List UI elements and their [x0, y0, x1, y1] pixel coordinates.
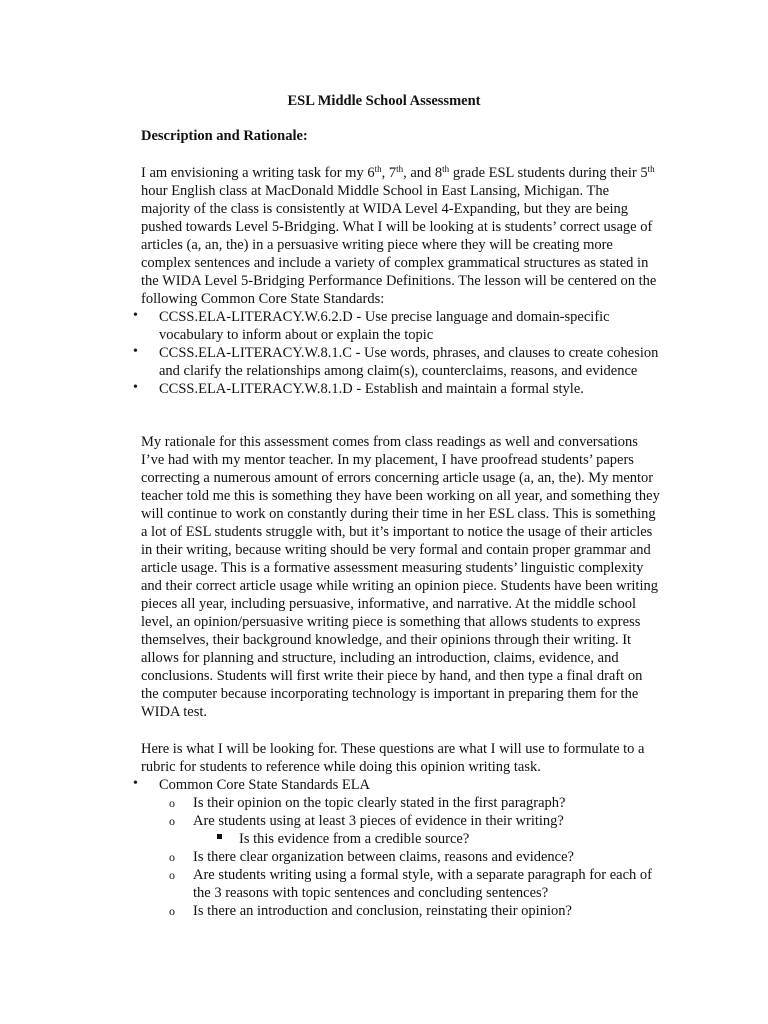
- circle-bullet-icon: o: [169, 796, 175, 810]
- ordinal-suffix: th: [396, 164, 404, 174]
- question-text: Are students using at least 3 pieces of evidence in their writing?: [193, 813, 564, 829]
- intro-text-2: , 7: [381, 165, 397, 181]
- ordinal-suffix: th: [374, 164, 382, 174]
- circle-bullet-icon: o: [169, 868, 175, 882]
- question-text: Is there clear organization between claims, reasons and evidence?: [193, 849, 574, 865]
- question-text: Is their opinion on the topic clearly stated in the first paragraph?: [193, 795, 566, 811]
- bullet-icon: •: [133, 344, 138, 359]
- intro-section: [133, 164, 661, 398]
- sub-question-list: [217, 830, 661, 848]
- circle-bullet-icon: o: [169, 850, 175, 864]
- checklist-title: Common Core State Standards ELA: [159, 777, 371, 793]
- document-title: ESL Middle School Assessment: [287, 93, 481, 109]
- list-item: [169, 812, 661, 848]
- sub-question-text: Is this evidence from a credible source?: [239, 831, 470, 847]
- criteria-section: [133, 740, 661, 920]
- intro-text-3: , and 8: [403, 165, 443, 181]
- section-heading: Description and Rationale:: [141, 128, 308, 144]
- bullet-icon: •: [133, 776, 138, 791]
- circle-bullet-icon: o: [169, 814, 175, 828]
- standard-text: CCSS.ELA-LITERACY.W.8.1.D - Establish and maintain a formal style.: [159, 381, 584, 397]
- list-item: [133, 308, 661, 344]
- standard-text: CCSS.ELA-LITERACY.W.8.1.C - Use words, phrases, and clauses to create cohesion and clarify the relationships among claim(s), counterclaims, reasons, and evidence: [159, 345, 659, 379]
- bullet-icon: •: [133, 380, 138, 395]
- list-item: [169, 848, 661, 866]
- intro-text-1: I am envisioning a writing task for my 6: [141, 165, 375, 181]
- intro-paragraph: [141, 164, 661, 308]
- rationale-paragraph: My rationale for this assessment comes from class readings as well and conversations I’ve had with my mentor teacher. In my placement, I have proofread students’ papers correcting a numerous amount of errors concerning article usage (a, an, the). My mentor teacher told me this is something they have been working on all year, and something they will continue to work on constantly during their time in her ESL class. This is something a lot of ESL students struggle with, but it’s important to notice the usage of their articles in their writing, because writing should be very formal and contain proper grammar and article usage. This is a formative assessment measuring students’ linguistic complexity and their correct article usage while writing an opinion piece. Students have been writing pieces all year, including persuasive, informative, and narrative. At the middle school level, an opinion/persuasive writing piece is something that allows students to express themselves, their background knowledge, and their opinions through their writing. It allows for planning and structure, including an introduction, claims, evidence, and conclusions. Students will first write their piece by hand, and then type a final draft on the computer because incorporating technology is important in preparing them for the WIDA test.: [141, 434, 660, 720]
- question-text: Is there an introduction and conclusion, reinstating their opinion?: [193, 903, 572, 919]
- question-list: [169, 794, 661, 920]
- rationale-section: [141, 433, 661, 721]
- list-item: [217, 830, 661, 848]
- standard-text: CCSS.ELA-LITERACY.W.6.2.D - Use precise language and domain-specific vocabulary to inform about or explain the topic: [159, 309, 610, 343]
- question-text: Are students writing using a formal style, with a separate paragraph for each of the 3 reasons with topic sentences and concluding sentences?: [193, 867, 653, 901]
- intro-text-4: grade ESL students during their 5: [449, 165, 648, 181]
- list-item: [133, 776, 661, 920]
- circle-bullet-icon: o: [169, 904, 175, 918]
- intro-text-5: hour English class at MacDonald Middle School in East Lansing, Michigan. The majority of the class is consistently at WIDA Level 4-Expanding, but they are being pushed towards Level 5-Bridging. What I will be looking at is students’ correct usage of articles (a, an, the) in a persuasive writing piece where they will be creating more complex sentences and include a variety of complex grammatical structures as stated in the WIDA Level 5-Bridging Performance Definitions. The lesson will be centered on the following Common Core State Standards:: [141, 183, 657, 307]
- standards-list: [133, 308, 661, 398]
- checklist: [133, 776, 661, 920]
- list-item: [169, 902, 661, 920]
- ordinal-suffix: th: [647, 164, 655, 174]
- ordinal-suffix: th: [442, 164, 450, 174]
- list-item: [169, 866, 661, 902]
- bullet-icon: •: [133, 308, 138, 323]
- list-item: [169, 794, 661, 812]
- list-item: [133, 380, 661, 398]
- list-item: [133, 344, 661, 380]
- criteria-paragraph: Here is what I will be looking for. These questions are what I will use to formulate to a rubric for students to reference while doing this opinion writing task.: [141, 741, 645, 775]
- square-bullet-icon: [217, 834, 222, 839]
